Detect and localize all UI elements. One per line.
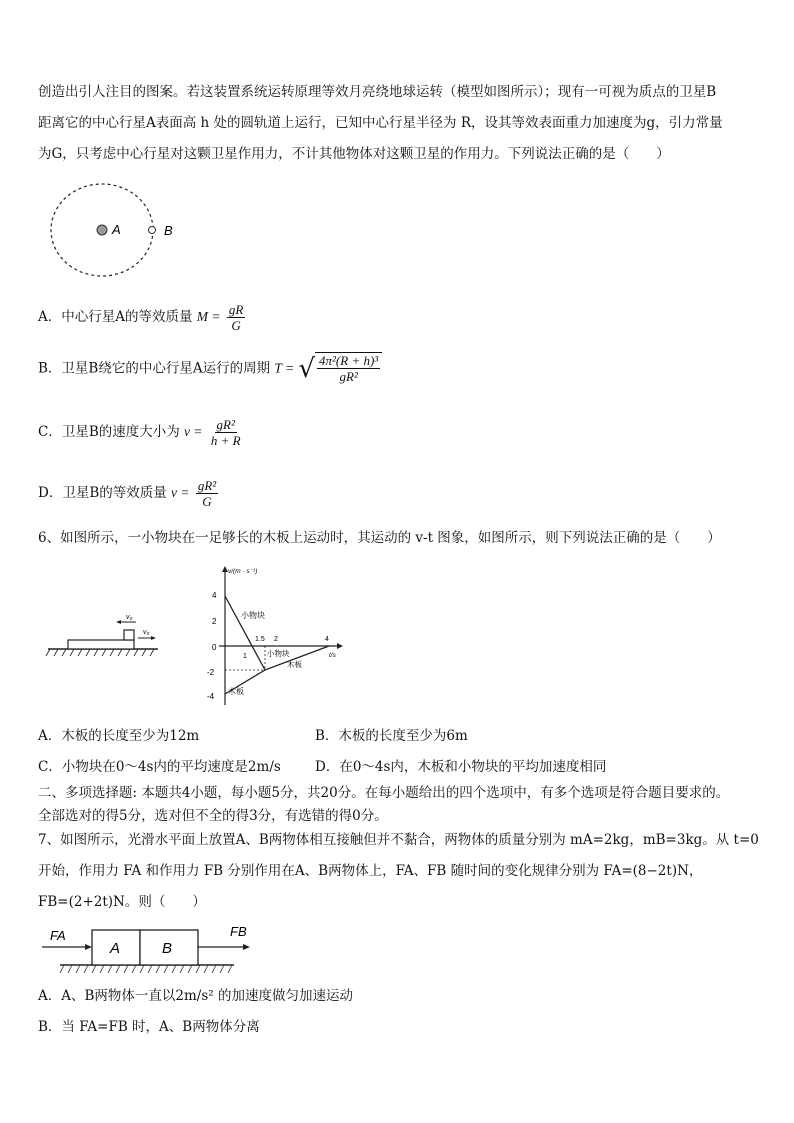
graph-xlabel: t/s — [329, 652, 336, 659]
intro-line-3: 为G，只考虑中心行星对这颗卫星作用力，不计其他物体对这颗卫星的作用力。下列说法正确的是（ ） — [38, 146, 670, 162]
q5-option-c-den: h + R — [210, 433, 241, 448]
label-board-mid: 木板 — [287, 660, 302, 669]
q5-option-a-lhs: M = — [196, 309, 221, 324]
q5-option-d-den: G — [202, 494, 212, 509]
x-tick-4: 4 — [325, 636, 329, 643]
label-block-mid: 小物块 — [267, 649, 290, 658]
q5-option-b-sqrt — [298, 352, 382, 386]
q5-option-b-lhs: T = — [274, 360, 295, 376]
q5-option-b-num: 4π²(R + h)³ — [319, 353, 379, 368]
q7-option-a: A．A、B两物体一直以2m/s² 的加速度做匀加速运动 — [38, 988, 353, 1004]
force-a-arrow-icon — [85, 944, 92, 950]
q5-option-c-lhs: v = — [184, 424, 203, 439]
arrow-right-icon — [151, 636, 156, 640]
small-block — [124, 630, 134, 640]
blocks-diagram — [38, 920, 258, 980]
force-a-label: FA — [50, 928, 66, 943]
x-tick-1-5: 1.5 — [255, 636, 265, 643]
y-tick-0: 0 — [212, 643, 217, 652]
orbit-label-a: A — [112, 222, 121, 237]
q6-option-d: D．在0～4s内，木板和小物块的平均加速度相同 — [315, 759, 607, 775]
arrow-left-icon — [116, 620, 121, 624]
section-2-line-1: 二、多项选择题: 本题共4小题，每小题5分，共20分。在每小题给出的四个选项中，有多个选项是符合题目要求的。 — [38, 785, 730, 801]
q7-line-2: 开始，作用力 FA 和作用力 FB 分别作用在A、B两物体上，FA、FB 随时间的变化规律分别为 FA=(8−2t)N， — [38, 863, 703, 879]
label-block-top: 小物块 — [241, 611, 265, 620]
q5-option-a-num: gR — [228, 302, 244, 317]
y-tick-4: 4 — [212, 591, 217, 600]
x-tick-2: 2 — [274, 636, 278, 643]
orbit-diagram — [40, 180, 190, 280]
sqrt-icon: √ — [298, 354, 316, 384]
q5-option-c-fraction — [209, 417, 243, 448]
q5-option-b — [38, 352, 382, 386]
label-board-bottom: 木板 — [228, 687, 244, 696]
planet-a — [97, 225, 107, 235]
q6-option-c: C．小物块在0～4s内的平均速度是2m/s — [38, 759, 281, 775]
q5-option-d-fraction — [196, 478, 218, 509]
x-axis-arrow-icon — [337, 643, 343, 649]
section-2-line-2: 全部选对的得5分，选对但不全的得3分，有选错的得0分。 — [38, 808, 388, 824]
q5-option-c-num: gR² — [216, 417, 235, 432]
x-tick-1: 1 — [243, 653, 247, 660]
q5-option-d — [38, 478, 220, 509]
intro-line-2: 距离它的中心行星A表面高 h 处的圆轨道上运行，已知中心行星半径为 R，设其等效表面重力加速度为g，引力常量 — [38, 115, 723, 131]
q7-line-3: FB=(2+2t)N。则（ ） — [38, 894, 206, 910]
ground-hatching — [46, 649, 154, 656]
vt-graph — [195, 560, 355, 710]
q7-option-b: B．当 FA=FB 时，A、B两物体分离 — [38, 1019, 260, 1035]
q5-option-b-den: gR² — [339, 369, 358, 384]
board-diagram — [44, 610, 164, 660]
board — [68, 640, 134, 649]
q5-option-b-text: B．卫星B绕它的中心行星A运行的周期 — [38, 360, 271, 377]
q5-option-c — [38, 417, 245, 448]
q5-option-a-text: A．中心行星A的等效质量 — [38, 309, 193, 325]
force-b-arrow-icon — [243, 944, 250, 950]
q5-option-a — [38, 302, 247, 333]
q7-line-1: 7、如图所示，光滑水平面上放置A、B两物体相互接触但并不黏合，两物体的质量分别为 mA=2kg，mB=3kg。从 t=0 — [38, 832, 759, 848]
y-tick-neg2: -2 — [207, 668, 215, 677]
q5-option-d-num: gR² — [197, 478, 217, 493]
q5-option-a-fraction — [227, 302, 245, 333]
q6-stem: 6、如图所示，一小物块在一足够长的木板上运动时，其运动的 v-t 图象，如图所示，则下列说法正确的是（ ） — [38, 530, 721, 546]
y-tick-2: 2 — [212, 617, 217, 626]
block-velocity-line — [225, 596, 329, 670]
board-v0-top: v₀ — [126, 614, 133, 621]
orbit-label-b: B — [164, 223, 173, 238]
q5-option-d-lhs: v = — [171, 485, 190, 500]
satellite-b — [149, 227, 156, 234]
q6-option-b: B．木板的长度至少为6m — [315, 728, 468, 744]
intro-line-1: 创造出引人注目的图案。若这装置系统运转原理等效月亮绕地球运转（模型如图所示）；现有一可视为质点的卫星B — [38, 84, 717, 100]
block-a-label: A — [110, 940, 121, 957]
ground-hatching — [60, 965, 232, 973]
board-v0-right: v₀ — [143, 629, 150, 636]
block-b-label: B — [162, 940, 173, 957]
q5-option-a-den: G — [231, 318, 241, 333]
q5-option-d-text: D．卫星B的等效质量 — [38, 485, 167, 501]
y-tick-neg4: -4 — [207, 692, 215, 701]
q6-option-a: A．木板的长度至少为12m — [38, 728, 200, 744]
q5-option-c-text: C．卫星B的速度大小为 — [38, 424, 180, 440]
graph-ylabel: v/(m · s⁻¹) — [228, 568, 258, 575]
q5-option-b-fraction — [317, 353, 380, 386]
force-b-label: FB — [230, 924, 247, 939]
